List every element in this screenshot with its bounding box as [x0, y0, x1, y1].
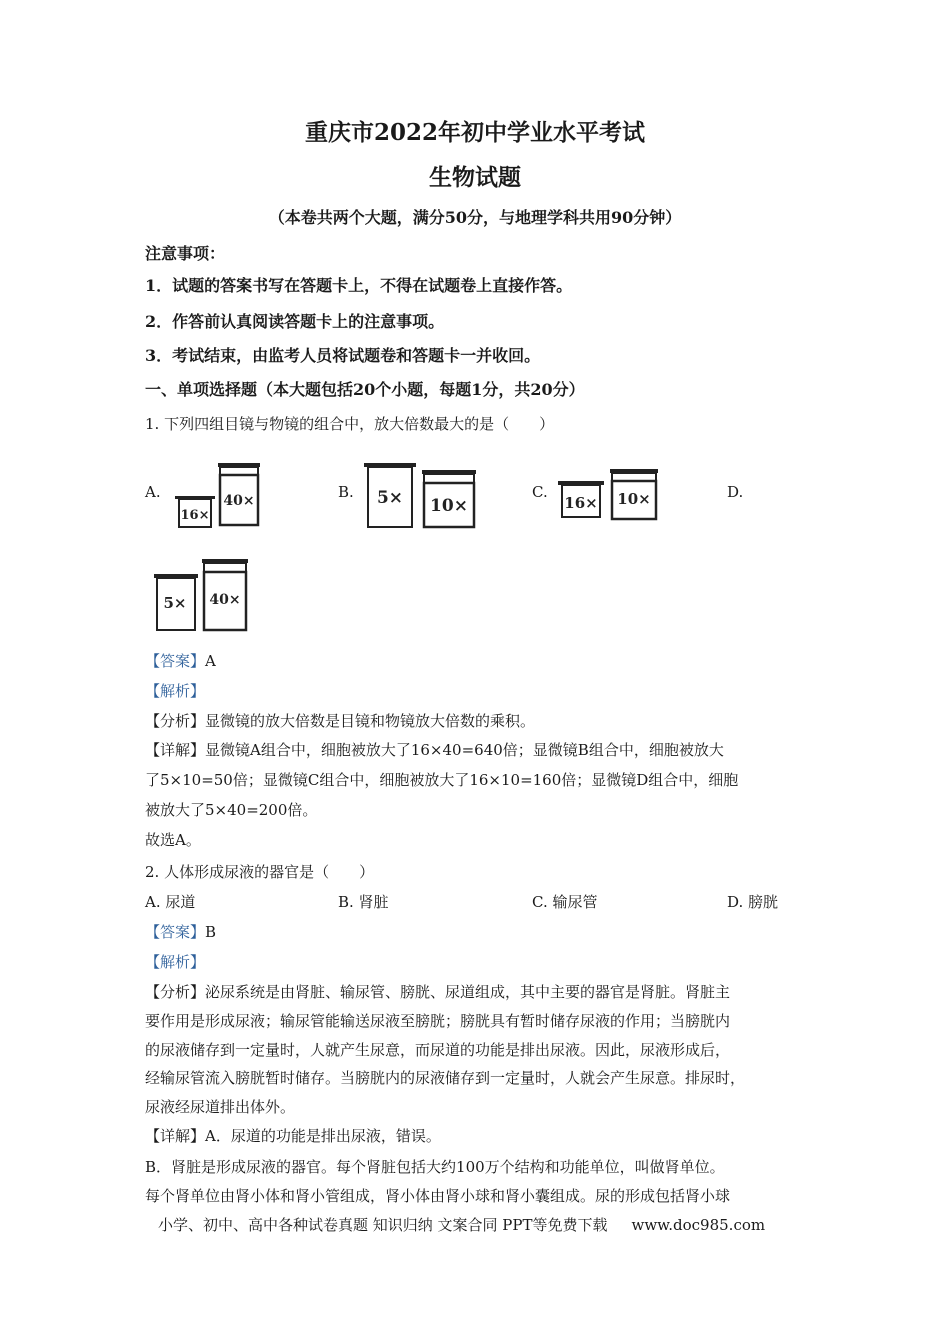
- analysis-tag: 【解析】: [145, 953, 206, 971]
- detail-row: [145, 740, 724, 760]
- notice-item: 2．作答前认真阅读答题卡上的注意事项。: [145, 312, 445, 331]
- detail-text: 显微镜A组合中，细胞被放大了16×40=640倍；显微镜B组合中，细胞被放大: [205, 741, 724, 759]
- notice-item: 3．考试结束，由监考人员将试题卷和答题卡一并收回。: [145, 346, 541, 365]
- analysis-row: [145, 982, 730, 1002]
- notice-heading: 注意事项：: [145, 244, 226, 263]
- option-a-label: A.: [145, 483, 161, 501]
- eyepiece-lens: [558, 481, 604, 517]
- eyepiece-magnification: 5×: [163, 594, 187, 612]
- analysis-text: 要作用是形成尿液；输尿管能输送尿液至膀胱；膀胱具有暂时储存尿液的作用；当膀胱内: [145, 1012, 731, 1030]
- eyepiece-lens: [154, 574, 198, 630]
- notice-item: 1．试题的答案书写在答题卡上，不得在试题卷上直接作答。: [145, 276, 573, 295]
- objective-magnification: 10×: [617, 490, 651, 508]
- option-c-lens-diagram: [556, 466, 662, 524]
- analysis-row: [145, 711, 535, 731]
- objective-magnification: 40×: [209, 592, 241, 608]
- detail-text: B．肾脏是形成尿液的器官。每个肾脏包括大约100万个结构和功能单位，叫做肾单位。: [145, 1158, 725, 1176]
- analysis-tag: 【解析】: [145, 682, 206, 700]
- answer-value: A: [205, 652, 216, 670]
- objective-lens: [218, 463, 260, 525]
- objective-lens: [202, 559, 248, 630]
- eyepiece-magnification: 16×: [564, 494, 598, 512]
- analysis-text: 泌尿系统是由肾脏、输尿管、膀胱、尿道组成，其中主要的器官是肾脏。肾脏主: [205, 983, 731, 1001]
- answer-value: B: [205, 923, 217, 941]
- detail-text: 每个肾单位由肾小体和肾小管组成，肾小体由肾小球和肾小囊组成。尿的形成包括肾小球: [145, 1187, 731, 1205]
- option-a-lens-diagram: [172, 460, 264, 532]
- analysis-text: 经输尿管流入膀胱暂时储存。当膀胱内的尿液储存到一定量时，人就会产生尿意。排尿时，: [145, 1069, 746, 1087]
- analysis-label: 【分析】: [145, 712, 206, 730]
- question-2-stem: 2. 人体形成尿液的器官是（ ）: [145, 863, 375, 881]
- detail-row: [145, 1126, 441, 1146]
- option-d: D. 膀胱: [727, 893, 779, 911]
- eyepiece-lens: [364, 463, 416, 527]
- analysis-text: 显微镜的放大倍数是目镜和物镜放大倍数的乘积。: [205, 712, 536, 730]
- objective-magnification: 40×: [223, 493, 255, 509]
- answer-tag: 【答案】: [145, 652, 206, 670]
- objective-lens: [610, 469, 658, 519]
- exam-subtitle: （本卷共两个大题，满分50分，与地理学科共用90分钟）: [268, 208, 682, 227]
- detail-text: 被放大了5×40=200倍。: [145, 801, 318, 819]
- objective-lens: [422, 470, 476, 527]
- analysis-text: 尿液经尿道排出体外。: [145, 1098, 296, 1116]
- option-b-lens-diagram: [362, 460, 480, 532]
- exam-title: 重庆市2022年初中学业水平考试: [304, 119, 645, 146]
- detail-label: 【详解】: [145, 741, 206, 759]
- option-c-label: C.: [532, 483, 548, 501]
- option-c: C. 输尿管: [532, 893, 598, 911]
- option-d-lens-diagram: [152, 556, 252, 636]
- option-d-label: D.: [727, 483, 744, 501]
- conclusion-text: 故选A。: [145, 831, 201, 849]
- option-b-label: B.: [338, 483, 354, 501]
- question-1-stem: 1. 下列四组目镜与物镜的组合中，放大倍数最大的是（ ）: [145, 415, 555, 433]
- eyepiece-magnification: 5×: [376, 488, 404, 508]
- page-footer: [158, 1214, 765, 1235]
- subject-title: 生物试题: [429, 164, 521, 191]
- answer-row: [145, 922, 216, 942]
- section-heading: 一、单项选择题（本大题包括20个小题，每题1分，共20分）: [145, 380, 585, 399]
- option-a: A. 尿道: [145, 893, 196, 911]
- footer-text: 小学、初中、高中各种试卷真题 知识归纳 文案合同 PPT等免费下载: [158, 1216, 608, 1234]
- analysis-text: 的尿液储存到一定量时，人就产生尿意，而尿道的功能是排出尿液。因此，尿液形成后，: [145, 1041, 731, 1059]
- answer-row: [145, 651, 216, 671]
- detail-label: 【详解】: [145, 1127, 206, 1145]
- option-b: B. 肾脏: [338, 893, 389, 911]
- objective-magnification: 10×: [430, 496, 468, 516]
- detail-text: A．尿道的功能是排出尿液，错误。: [205, 1127, 441, 1145]
- detail-text: 了5×10=50倍；显微镜C组合中，细胞被放大了16×10=160倍；显微镜D组合中，细胞: [145, 771, 739, 789]
- answer-tag: 【答案】: [145, 923, 206, 941]
- analysis-label: 【分析】: [145, 983, 206, 1001]
- eyepiece-magnification: 16×: [180, 508, 210, 523]
- footer-url[interactable]: www.doc985.com: [631, 1216, 766, 1234]
- eyepiece-lens: [175, 496, 215, 527]
